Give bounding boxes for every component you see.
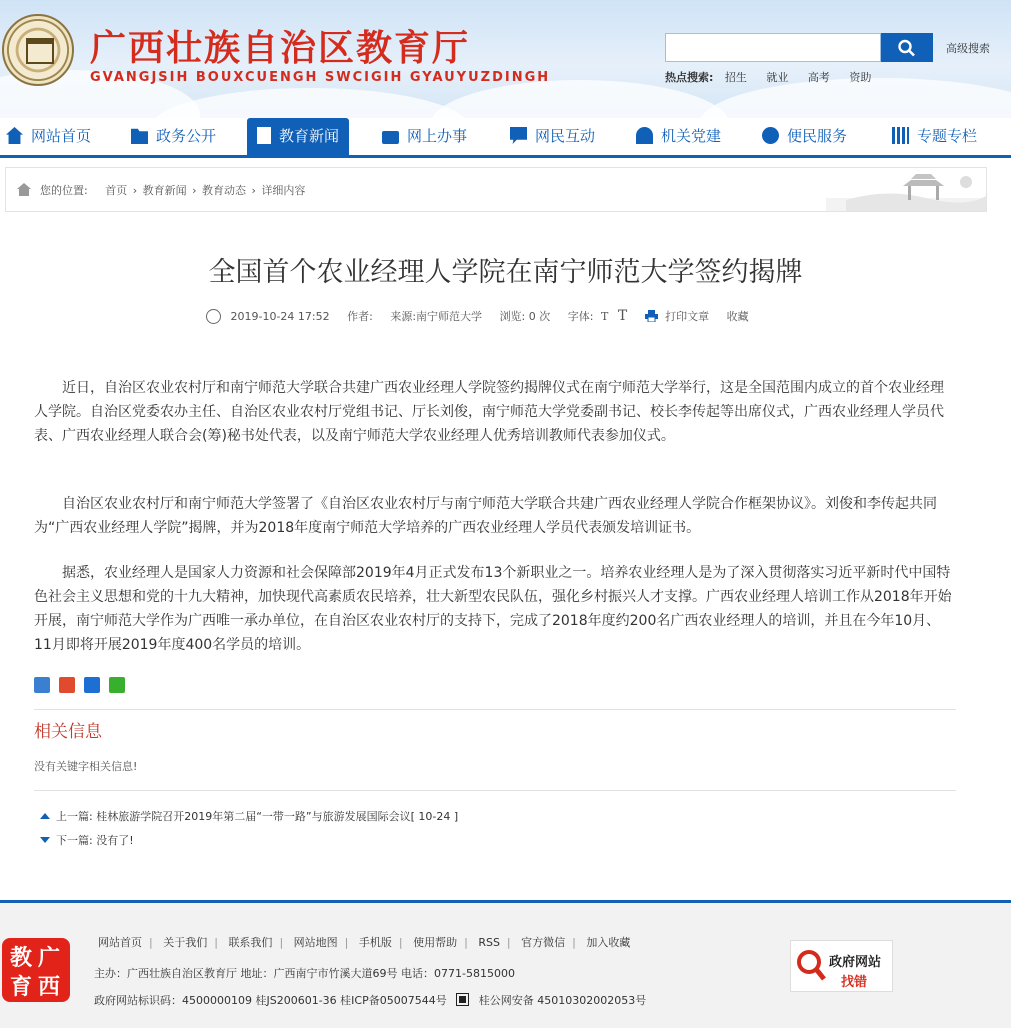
footer-host-info: 主办：广西壮族自治区教育厅 地址：广西南宁市竹溪大道69号 电话：0771-5815000: [94, 967, 515, 980]
up-arrow-icon: [40, 813, 50, 819]
footer-public-security[interactable]: 桂公网安备 45010302002053号: [478, 994, 647, 1007]
footer-ids: [94, 992, 646, 1008]
footer-link[interactable]: RSS: [478, 936, 500, 949]
hot-keyword[interactable]: 就业: [766, 71, 789, 84]
breadcrumb-label: 您的位置:: [40, 184, 88, 197]
article-views: 浏览: 0 次: [499, 310, 551, 323]
monitor-icon: [382, 131, 399, 144]
footer-link[interactable]: 使用帮助: [413, 936, 458, 949]
nav-label: 网民互动: [535, 127, 596, 145]
clock-icon: [206, 309, 221, 324]
footer-link[interactable]: 关于我们: [163, 936, 208, 949]
footer-links: 网站首页 | 关于我们 | 联系我们 | 网站地图 | 手机版 | 使用帮助 | RSS | 官方微信 | 加入收藏: [98, 936, 631, 949]
signal-icon: [636, 127, 653, 144]
footer-link[interactable]: 联系我们: [228, 936, 273, 949]
renren-icon[interactable]: [84, 677, 100, 693]
font-large-button[interactable]: T: [617, 308, 628, 324]
police-badge-icon: [456, 993, 469, 1006]
hot-keyword[interactable]: 招生: [724, 71, 747, 84]
share-bar: [34, 677, 129, 693]
weibo-icon[interactable]: [59, 677, 75, 693]
folder-icon: [131, 127, 148, 144]
footer-link[interactable]: 加入收藏: [586, 936, 631, 949]
magnifier-icon: [796, 949, 826, 985]
article-title: 全国首个农业经理人学院在南宁师范大学签约揭牌: [208, 257, 803, 288]
related-info-empty: 没有关键字相关信息!: [34, 760, 138, 773]
article-date: 2019-10-24 17:52: [230, 310, 330, 323]
nav-item-party-building[interactable]: [636, 118, 721, 155]
home-icon: [6, 127, 23, 144]
nav-item-public-service[interactable]: [762, 118, 847, 155]
document-icon: [257, 127, 271, 144]
region-emblem-icon: [2, 14, 74, 86]
seal-char: 西: [38, 974, 61, 1000]
nav-item-education-news[interactable]: [247, 118, 349, 155]
search-input[interactable]: [665, 33, 881, 62]
seal-char: 广: [38, 945, 61, 971]
search-button[interactable]: [881, 33, 933, 62]
favorite-button[interactable]: 收藏: [726, 310, 749, 323]
site-title[interactable]: 广西壮族自治区教育厅: [90, 27, 471, 69]
site-header: [0, 0, 1011, 118]
chat-icon: [510, 127, 527, 144]
cloud-decoration: [150, 88, 470, 118]
footer-link[interactable]: 网站首页: [98, 936, 142, 949]
wechat-icon[interactable]: [109, 677, 125, 693]
divider: [34, 709, 956, 710]
related-info-title: 相关信息: [34, 722, 102, 742]
seal-char: 育: [10, 974, 33, 1000]
next-article-link: 下一篇: 没有了!: [56, 834, 134, 847]
nav-label: 网站首页: [31, 127, 92, 145]
breadcrumb-link[interactable]: 教育动态: [202, 184, 247, 197]
footer-link[interactable]: 手机版: [358, 936, 392, 949]
footer-link[interactable]: 官方微信: [521, 936, 566, 949]
breadcrumb-text: 您的位置: 首页 › 教育新闻 › 教育动态 › 详细内容: [40, 184, 306, 197]
seal-char: 教: [10, 945, 33, 971]
hot-search: [665, 69, 879, 85]
gov-site-error-report-badge[interactable]: [790, 940, 893, 992]
nav-item-interaction[interactable]: [510, 118, 595, 155]
search-icon: [897, 39, 917, 57]
font-small-button[interactable]: T: [600, 310, 609, 323]
share-more-icon[interactable]: [34, 677, 50, 693]
article-paragraph: 自治区农业农村厅和南宁师范大学签署了《自治区农业农村厅与南宁师范大学联合共建广西农业经理人学院合作框架协议》。刘俊和李传起共同为“广西农业经理人学院”揭牌，并为2018年度南宁师范大学培养的广西农业经理人学员代表颁发培训证书。: [34, 496, 937, 536]
hot-keyword[interactable]: 资助: [849, 71, 872, 84]
nav-label: 教育新闻: [279, 127, 340, 145]
guangxi-education-seal-logo: [2, 938, 70, 1002]
down-arrow-icon: [40, 837, 50, 843]
nav-label: 网上办事: [407, 127, 468, 145]
nav-label: 机关党建: [661, 127, 722, 145]
nav-item-gov-affairs[interactable]: [131, 118, 216, 155]
heart-icon: [762, 127, 779, 144]
main-nav: [0, 118, 1011, 158]
article-paragraph: 据悉，农业经理人是国家人力资源和社会保障部2019年4月正式发布13个新职业之一。培养农业经理人是为了深入贯彻落实习近平新时代中国特色社会主义思想和党的十九大精神，加快现代高素质农民培养，壮大新型农民队伍，强化乡村振兴人才支撑。广西农业经理人培训工作从2018年开始开展，南宁师范大学作为广西唯一承办单位，在自治区农业农村厅的支持下，完成了2018年度约200名广西农业经理人的培训，并且在今年10月、11月即将开展2019年度400名学员的培训。: [34, 565, 952, 653]
nav-label: 专题专栏: [917, 127, 978, 145]
hot-keyword[interactable]: 高考: [807, 71, 830, 84]
breadcrumb-link[interactable]: 教育新闻: [142, 184, 187, 197]
columns-icon: [892, 127, 909, 144]
gov-site-label: 政府网站: [829, 955, 882, 970]
footer-site-ids: 政府网站标识码：4500000109 桂JS200601-36 桂ICP备05007544号: [94, 994, 447, 1007]
breadcrumb-link[interactable]: 首页: [105, 184, 128, 197]
nav-item-special-topics[interactable]: [892, 118, 977, 155]
article-paragraph: 近日，自治区农业农村厅和南宁师范大学联合共建广西农业经理人学院签约揭牌仪式在南宁师范大学举行，这是全国范围内成立的首个农业经理人学院。自治区党委农办主任、自治区农业农村厅党组书记、厅长刘俊，南宁师范大学党委副书记、校长李传起等出席仪式，广西农业经理人学员代表、广西农业经理人联合会(筹)秘书处代表，以及南宁师范大学农业经理人优秀培训教师代表参加仪式。: [34, 380, 944, 444]
next-article[interactable]: [40, 832, 134, 848]
nav-label: 便民服务: [787, 127, 848, 145]
advanced-search-link[interactable]: 高级搜索: [946, 42, 990, 55]
article-author: 作者:: [347, 310, 373, 323]
error-report-label: 找错: [841, 975, 868, 990]
breadcrumb: [5, 167, 987, 212]
pavilion-decoration: [826, 168, 986, 211]
print-button[interactable]: 打印文章: [665, 310, 710, 323]
nav-item-online-service[interactable]: [382, 118, 467, 155]
nav-item-home[interactable]: [6, 118, 91, 155]
article-source: 来源:南宁师范大学: [390, 310, 483, 323]
site-footer: [0, 900, 1011, 1028]
site-subtitle: GVANGJSIH BOUXCUENGH SWCIGIH GYAUYUZDINGH: [90, 70, 551, 85]
breadcrumb-current: 详细内容: [261, 184, 306, 197]
cloud-decoration: [430, 80, 730, 118]
nav-label: 政务公开: [156, 127, 217, 145]
prev-article[interactable]: [40, 808, 458, 824]
print-icon: [645, 310, 658, 322]
font-size-label: 字体:: [567, 310, 594, 323]
article-meta: [206, 308, 763, 324]
prev-article-link[interactable]: 上一篇: 桂林旅游学院召开2019年第二届“一带一路”与旅游发展国际会议[ 10-24 ]: [56, 810, 459, 823]
home-icon: [17, 183, 31, 196]
footer-link[interactable]: 网站地图: [293, 936, 338, 949]
hot-search-label: 热点搜索:: [665, 71, 714, 84]
divider: [34, 790, 956, 791]
